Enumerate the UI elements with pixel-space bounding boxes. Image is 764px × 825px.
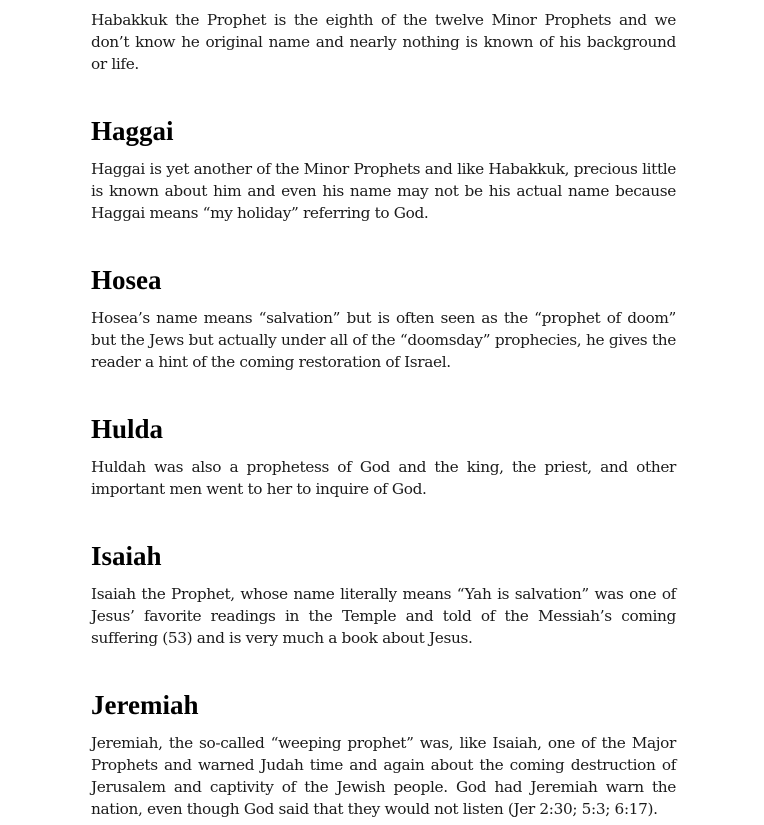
document-page [91, 9, 676, 820]
paragraph-hulda: Huldah was also a prophetess of God and the king, the priest, and other important men went to her to inquire of God. [91, 458, 676, 498]
intro-paragraph: Habakkuk the Prophet is the eighth of the twelve Minor Prophets and we don’t know he original name and nearly nothing is known of his background or life. [91, 11, 676, 73]
paragraph-haggai: Haggai is yet another of the Minor Prophets and like Habakkuk, precious little is known about him and even his name may not be his actual name because Haggai means “my holiday” referring to God. [91, 160, 676, 222]
heading-jeremiah: Jeremiah [91, 690, 199, 720]
heading-isaiah: Isaiah [91, 541, 162, 571]
paragraph-hosea: Hosea’s name means “salvation” but is often seen as the “prophet of doom” but the Jews but actually under all of the “doomsday” prophecies, he gives the reader a hint of the coming restoration of Israel. [91, 309, 676, 371]
heading-hulda: Hulda [91, 414, 164, 444]
paragraph-jeremiah: Jeremiah, the so-called “weeping prophet” was, like Isaiah, one of the Major Prophets and warned Judah time and again about the coming destruction of Jerusalem and captivity of the Jewish people. God had Jeremiah warn the nation, even though God said that they would not listen (Jer 2:30; 5:3; 6:17). [91, 734, 676, 818]
paragraph-isaiah: Isaiah the Prophet, whose name literally means “Yah is salvation” was one of Jesus’ favorite readings in the Temple and told of the Messiah’s coming suffering (53) and is very much a book about Jesus. [91, 585, 676, 647]
heading-hosea: Hosea [91, 265, 162, 295]
heading-haggai: Haggai [91, 116, 174, 146]
